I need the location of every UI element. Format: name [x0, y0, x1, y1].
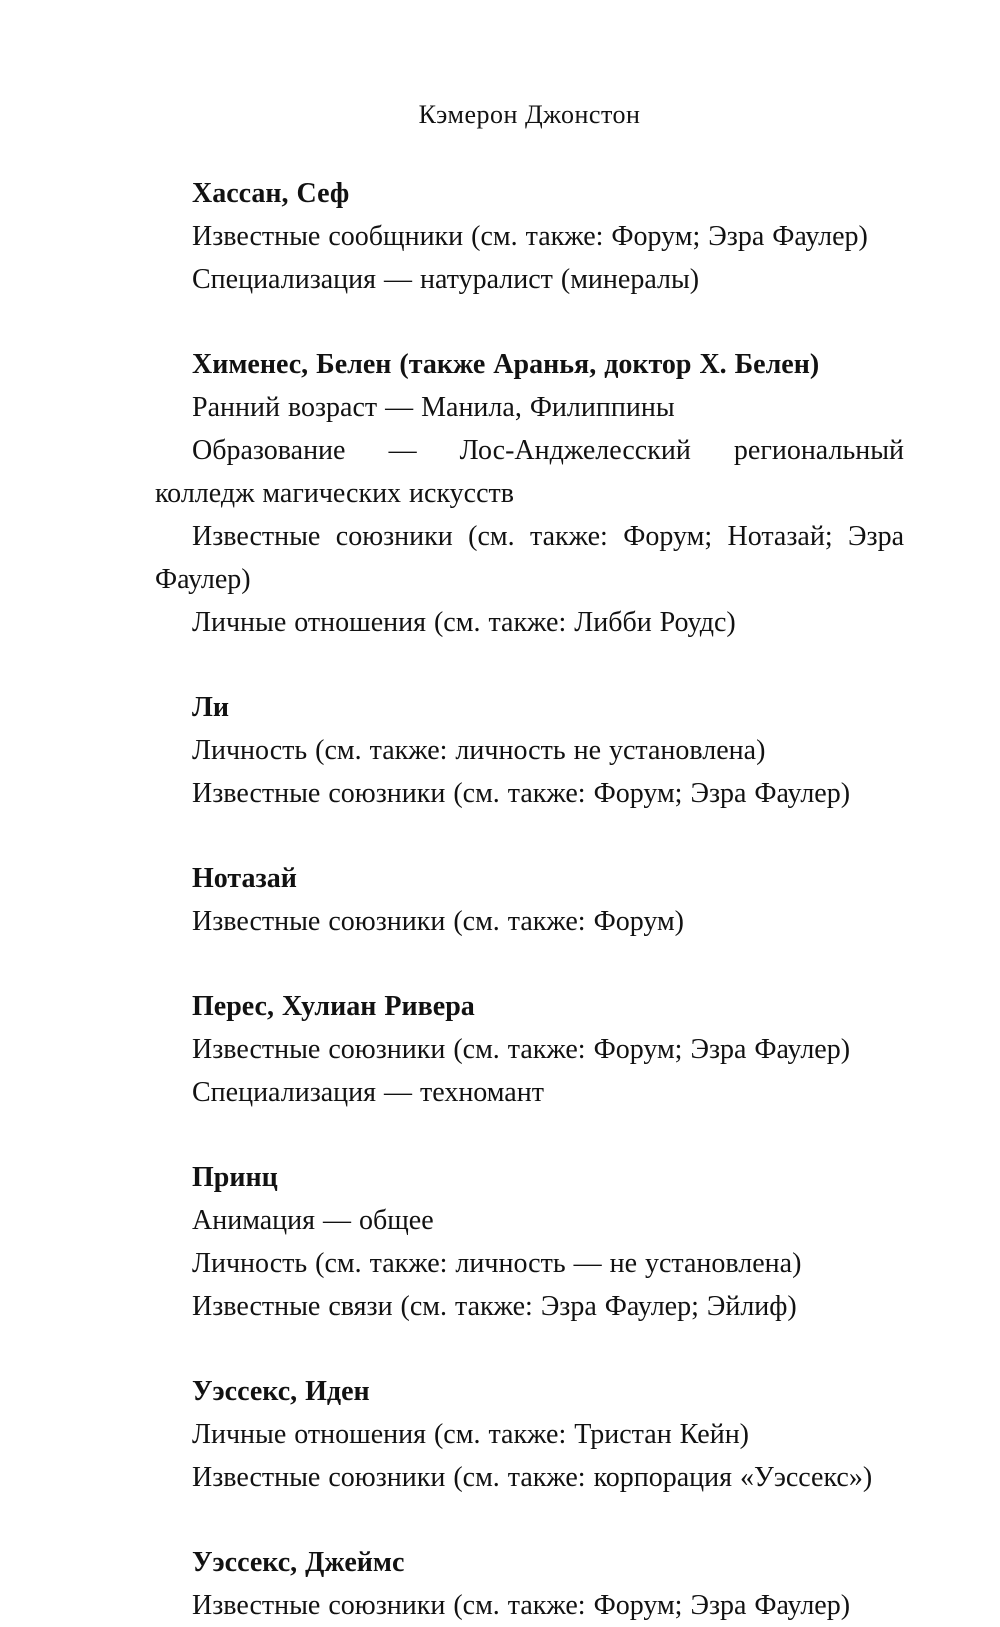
entry-name: Уэссекс, Джеймс	[192, 1547, 405, 1578]
index-entry	[155, 172, 904, 301]
entry-line: Известные союзники (см. также: Форум)	[192, 906, 685, 937]
entry-line: Известные сообщники (см. также: Форум; Эзра Фаулер)	[192, 221, 868, 252]
entry-line: Известные союзники (см. также: Форум; Эзра Фаулер)	[192, 778, 851, 809]
entry-name: Перес, Хулиан Ривера	[192, 991, 475, 1022]
entry-line: Специализация — натуралист (минералы)	[192, 264, 700, 295]
entry-line: Личные отношения (см. также: Либби Роудс)	[192, 607, 736, 638]
entry-name: Принц	[192, 1162, 278, 1193]
entry-line: Личность (см. также: личность — не установлена)	[192, 1248, 802, 1279]
entry-line: Личные отношения (см. также: Тристан Кейн)	[192, 1419, 750, 1450]
index-entries	[155, 172, 904, 1627]
entry-name: Нотазай	[192, 863, 297, 894]
entry-line: Специализация — техномант	[192, 1077, 544, 1108]
running-header: Кэмерон Джонстон	[418, 100, 641, 129]
index-entry	[155, 985, 904, 1114]
index-entry	[155, 343, 904, 644]
index-entry	[155, 857, 904, 943]
entry-line: Известные союзники (см. также: Форум; Эзра Фаулер)	[192, 1034, 851, 1065]
index-entry	[155, 1156, 904, 1328]
entry-line: Известные союзники (см. также: Форум; Нотазай; Эзра Фаулер)	[155, 521, 904, 595]
entry-line: Известные союзники (см. также: корпорация «Уэссекс»)	[192, 1462, 873, 1493]
entry-name: Ли	[192, 692, 229, 723]
entry-line: Личность (см. также: личность не установлена)	[192, 735, 766, 766]
entry-line: Ранний возраст — Манила, Филиппины	[192, 392, 675, 423]
entry-name: Уэссекс, Иден	[192, 1376, 370, 1407]
index-entry	[155, 1370, 904, 1499]
entry-line: Известные союзники (см. также: Форум; Эзра Фаулер)	[192, 1590, 851, 1621]
index-entry	[155, 686, 904, 815]
entry-line: Известные связи (см. также: Эзра Фаулер; Эйлиф)	[192, 1291, 797, 1322]
entry-name: Хассан, Сеф	[192, 178, 350, 209]
entry-name: Хименес, Белен (также Аранья, доктор Х. Белен)	[192, 349, 820, 380]
index-entry	[155, 1541, 904, 1627]
entry-line: Образование — Лос-Анджелесский региональный колледж магических искусств	[155, 435, 904, 509]
entry-line: Анимация — общее	[192, 1205, 434, 1236]
